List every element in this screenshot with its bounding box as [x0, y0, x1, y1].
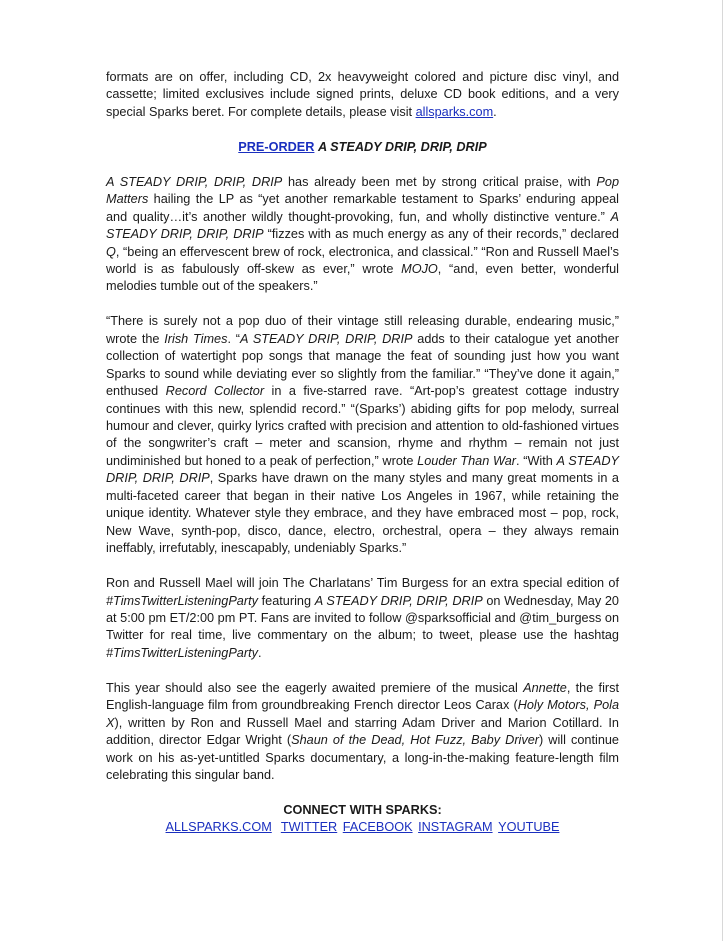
text-span: Holy Motors, Pola X	[106, 698, 620, 730]
text-span: Pop Matters	[106, 174, 619, 207]
allsparks-link[interactable]: allsparks.com	[415, 104, 494, 119]
twitter-link[interactable]: TWITTER	[280, 820, 338, 835]
hashtag: #TimsTwitterListeningParty	[106, 645, 258, 660]
text-span: Record Collector	[165, 384, 265, 399]
text-span: featuring	[257, 593, 315, 608]
text-span: Shaun of the Dead, Hot Fuzz, Baby Driver	[291, 733, 539, 748]
text-span: Ron and Russell Mael will join The Charlatans’ Tim Burgess for an extra special edition of	[106, 576, 619, 591]
text-span: A STEADY DRIP, DRIP, DRIP	[106, 174, 283, 189]
listening-party-paragraph	[106, 575, 619, 662]
text-span: ) will continue work on his as-yet-untitled Sparks documentary, a long-in-the-making feature-length film celebrating this singular band.	[106, 733, 619, 783]
text-span: , the first English-language film from groundbreaking French director Leos Carax (	[106, 680, 619, 713]
text-span: Irish Times	[164, 331, 228, 346]
text-span: , “and, even better, wonderful melodies tumble out of the speakers.”	[106, 261, 619, 294]
text-span: , Sparks have drawn on the many styles and many great moments in a multi-faceted career that began in their native Los Angeles in 1967, while retaining the unique identity. Whatever style they embrace, and they have embraced most – pop, rock, New Wave, synth-pop, disco, dance, electro, orchestral, opera – they always remain ineffably, irrefutably, inescapably, undeniably Sparks.”	[106, 471, 619, 556]
text-span: A STEADY DRIP, DRIP, DRIP	[106, 453, 619, 486]
text-span: A STEADY DRIP, DRIP, DRIP	[314, 593, 483, 608]
annette-paragraph	[106, 680, 619, 785]
text-span: ), written by Ron and Russell Mael and starring Adam Driver and Marion Cotillard. In addition, director Edgar Wright (	[106, 715, 619, 748]
critical-praise-paragraph	[106, 174, 619, 296]
instagram-link[interactable]: INSTAGRAM	[418, 820, 493, 835]
intro-end: .	[493, 104, 497, 119]
intro-text: formats are on offer, including CD, 2x heavyweight colored and picture disc vinyl, and cassette; limited exclusives include signed prints, deluxe CD book editions, and a very special Sparks beret. For complete details, please visit	[106, 70, 619, 119]
text-span: . “	[227, 331, 241, 346]
preorder-link[interactable]: PRE-ORDER	[238, 139, 315, 154]
text-span: , “being an effervescent brew of rock, electronica, and classical.” “Ron and Russell Mael’s world is as fabulously off-skew as ever,” wrote	[106, 244, 619, 276]
text-span: .	[257, 645, 262, 660]
reviews-paragraph	[106, 313, 619, 557]
connect-heading: CONNECT WITH SPARKS:	[283, 802, 442, 817]
text-span: “fizzes with as much energy as any of their records,” declared	[263, 227, 619, 242]
text-span: . “With	[516, 453, 557, 468]
hashtag: #TimsTwitterListeningParty	[106, 593, 258, 608]
text-span: “There is surely not a pop duo of their vintage still releasing durable, endearing music,” wrote the	[106, 314, 619, 346]
youtube-link[interactable]: YOUTUBE	[498, 820, 560, 835]
text-span: A STEADY DRIP, DRIP, DRIP	[106, 209, 619, 242]
text-span: in a five-starred rave. “Art-pop’s greatest cottage industry continues with this new, splendid record.” “(Sparks’) abiding gifts for pop melody, surreal humour and clever, quirky lyrics crafted with precision and attention to old-fashioned virtues of the songwriter’s craft – meter and scansion, rhyme and rhythm – remain not just undiminished but honed to a peak of perfection,” wrote	[106, 384, 619, 468]
facebook-link[interactable]: FACEBOOK	[342, 820, 413, 835]
text-span: hailing the LP as “yet another remarkable testament to Sparks’ enduring appeal and quality…it’s another wildly thought-provoking, fun, and wholly distinctive venture.”	[106, 192, 619, 224]
text-span: has already been met by strong critical praise, with	[282, 174, 597, 189]
press-release-body	[106, 69, 619, 837]
text-span: Annette	[523, 680, 567, 695]
text-span: This year should also see the eagerly awaited premiere of the musical	[106, 680, 524, 695]
text-span: MOJO	[401, 261, 438, 276]
album-title: A STEADY DRIP, DRIP, DRIP	[317, 139, 487, 154]
text-span: Louder Than War	[417, 453, 516, 468]
text-span: adds to their catalogue yet another collection of watertight pop songs that manage the feat of sounding just how you want Sparks to sound while deviating ever so slightly from the familiar.” “They’ve done it again,” enthused	[106, 331, 620, 399]
text-span: Q	[106, 244, 116, 259]
preorder-line	[106, 139, 619, 156]
text-span: on Wednesday, May 20 at 5:00 pm ET/2:00 pm PT. Fans are invited to follow @sparksofficial and @tim_burgess on Twitter for real time, live commentary on the album; to tweet, please use the hashtag	[106, 593, 619, 643]
social-links	[106, 819, 619, 836]
text-span: A STEADY DRIP, DRIP, DRIP	[240, 331, 413, 346]
intro-paragraph	[106, 69, 619, 121]
allsparks-com-link[interactable]: ALLSPARKS.COM	[165, 820, 272, 835]
